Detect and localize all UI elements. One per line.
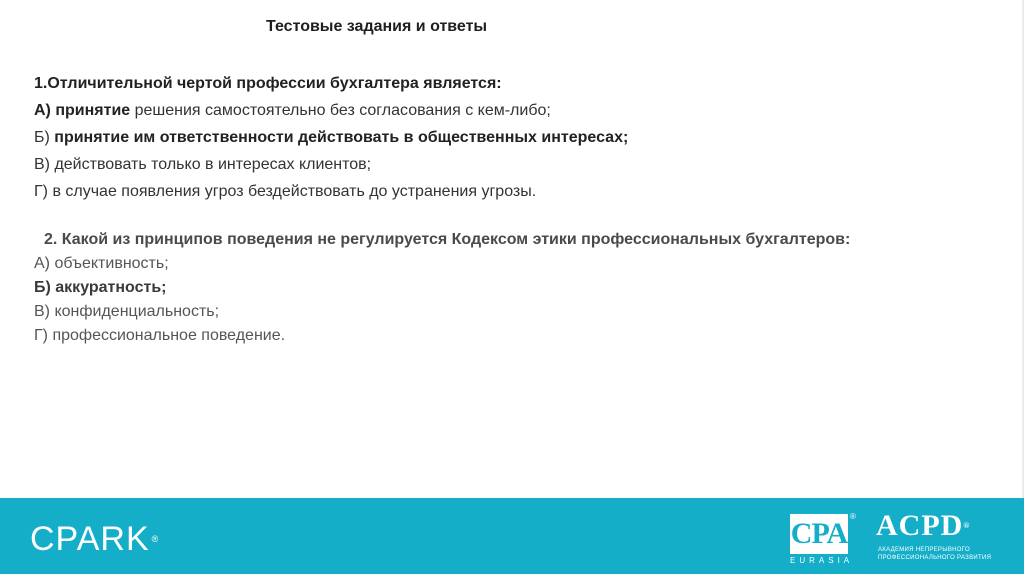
cpark-logo-text: CPARK [30, 520, 150, 558]
question-1-option-b [34, 124, 934, 151]
question-1-option-c: В) действовать только в интересах клиентов; [34, 156, 372, 173]
option-a-rest: решения самостоятельно без согласования с кем-либо; [130, 102, 551, 119]
cpa-eurasia-logo [790, 512, 856, 566]
option-b-bold: принятие им ответственности действовать в общественных интересах; [54, 129, 629, 146]
question-2-number: 2. [44, 231, 58, 248]
option-a-bold: А) принятие [34, 102, 131, 119]
question-2-prompt [34, 228, 924, 252]
question-2-text: Какой из принципов поведения не регулируется Кодексом этики профессиональных бухгалтеров: [61, 231, 851, 248]
acpd-registered-mark: ® [963, 521, 971, 530]
slide-title: Тестовые задания и ответы [266, 18, 488, 35]
question-2-option-c: В) конфиденциальность; [34, 303, 220, 320]
question-1-option-a [34, 97, 934, 124]
cpa-logo-subtitle: EURASIA [790, 556, 854, 565]
acpd-logo-mark [876, 510, 1016, 542]
footer-bar [0, 498, 1024, 574]
acpd-logo-subtitle [878, 546, 1016, 562]
cpa-registered-mark: ® [850, 512, 856, 521]
question-2-option-a: А) объективность; [34, 255, 169, 272]
acpd-logo [876, 510, 1016, 570]
question-2 [34, 228, 924, 348]
acpd-subtitle-line-1: АКАДЕМИЯ НЕПРЕРЫВНОГО [878, 547, 970, 553]
question-1 [34, 70, 934, 205]
question-2-option-d: Г) профессиональное поведение. [34, 327, 286, 344]
acpd-subtitle-line-2: ПРОФЕССИОНАЛЬНОГО РАЗВИТИЯ [878, 555, 992, 561]
cpa-logo-text: CPA [790, 514, 848, 554]
question-2-option-b: Б) аккуратность; [34, 279, 167, 296]
cpark-registered-mark: ® [151, 534, 160, 544]
option-b-prefix: Б) [34, 129, 55, 146]
acpd-logo-text: ACPD [876, 509, 964, 542]
question-1-prompt: 1.Отличительной чертой профессии бухгалтера является: [34, 75, 502, 92]
cpark-logo [30, 522, 159, 556]
question-1-option-d: Г) в случае появления угроз бездействовать до устранения угрозы. [34, 183, 537, 200]
